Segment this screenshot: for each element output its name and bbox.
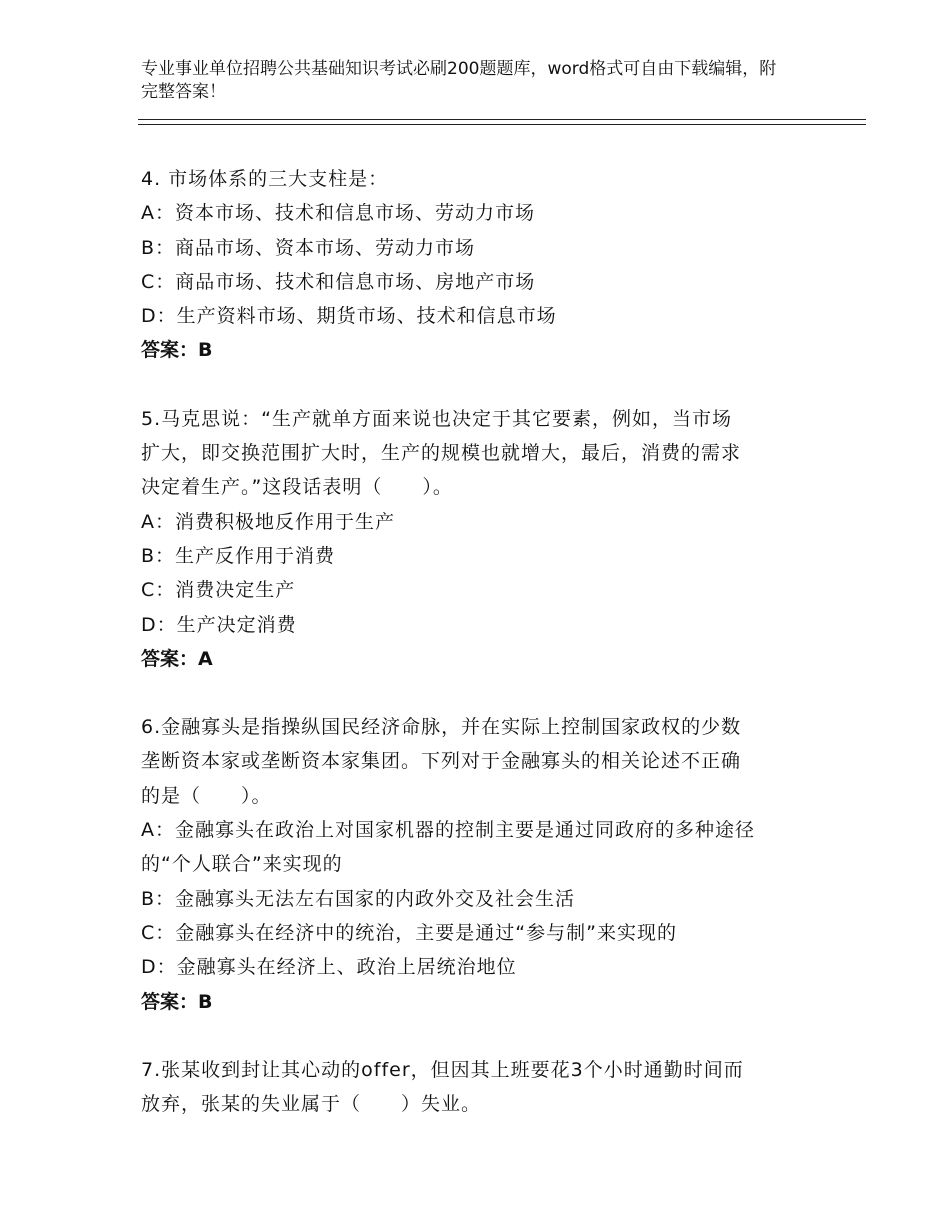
answer: 答案：A: [141, 647, 213, 670]
option-a: A：金融寡头在政治上对国家机器的控制主要是通过同政府的多种途径: [141, 819, 755, 842]
question-list: [141, 162, 816, 1121]
page-header: [141, 58, 791, 104]
question-5: [141, 402, 816, 676]
option-c: C：消费决定生产: [141, 579, 296, 602]
option-a-continued: 的“个人联合”来实现的: [141, 853, 343, 876]
question-7: [141, 1053, 816, 1122]
question-stem: 5.马克思说：“生产就单方面来说也决定于其它要素，例如，当市场: [141, 407, 732, 430]
question-stem: 4. 市场体系的三大支柱是：: [141, 168, 389, 190]
option-c: C：金融寡头在经济中的统治，主要是通过“参与制”来实现的: [141, 921, 677, 944]
question-stem: 的是（ ）。: [141, 784, 272, 807]
header-text: 专业事业单位招聘公共基础知识考试必刷200题题库，word格式可自由下载编辑，附完整答案！: [141, 59, 777, 102]
question-4: [141, 162, 816, 368]
option-d: D：生产决定消费: [141, 613, 297, 636]
question-stem: 放弃，张某的失业属于（ ）失业。: [141, 1093, 482, 1116]
option-c: C：商品市场、技术和信息市场、房地产市场: [141, 270, 536, 293]
option-a: A：资本市场、技术和信息市场、劳动力市场: [141, 202, 535, 225]
question-stem: 垄断资本家或垄断资本家集团。下列对于金融寡头的相关论述不正确: [141, 750, 742, 773]
header-rule-top: [138, 119, 866, 120]
question-stem: 6.金融寡头是指操纵国民经济命脉，并在实际上控制国家政权的少数: [141, 716, 742, 739]
question-stem: 决定着生产。”这段话表明（ ）。: [141, 476, 453, 499]
option-b: B：生产反作用于消费: [141, 544, 336, 567]
question-stem: 7.张某收到封让其心动的offer，但因其上班要花3个小时通勤时间而: [141, 1058, 744, 1081]
question-6: [141, 710, 816, 1019]
answer: 答案：B: [141, 339, 213, 362]
option-b: B：商品市场、资本市场、劳动力市场: [141, 236, 476, 259]
option-d: D：金融寡头在经济上、政治上居统治地位: [141, 956, 517, 979]
header-rule-bottom: [138, 124, 866, 125]
question-stem: 扩大，即交换范围扩大时，生产的规模也就增大，最后，消费的需求: [141, 442, 742, 465]
option-b: B：金融寡头无法左右国家的内政外交及社会生活: [141, 887, 576, 910]
option-d: D：生产资料市场、期货市场、技术和信息市场: [141, 305, 557, 328]
option-a: A：消费积极地反作用于生产: [141, 510, 395, 533]
answer: 答案：B: [141, 990, 213, 1013]
